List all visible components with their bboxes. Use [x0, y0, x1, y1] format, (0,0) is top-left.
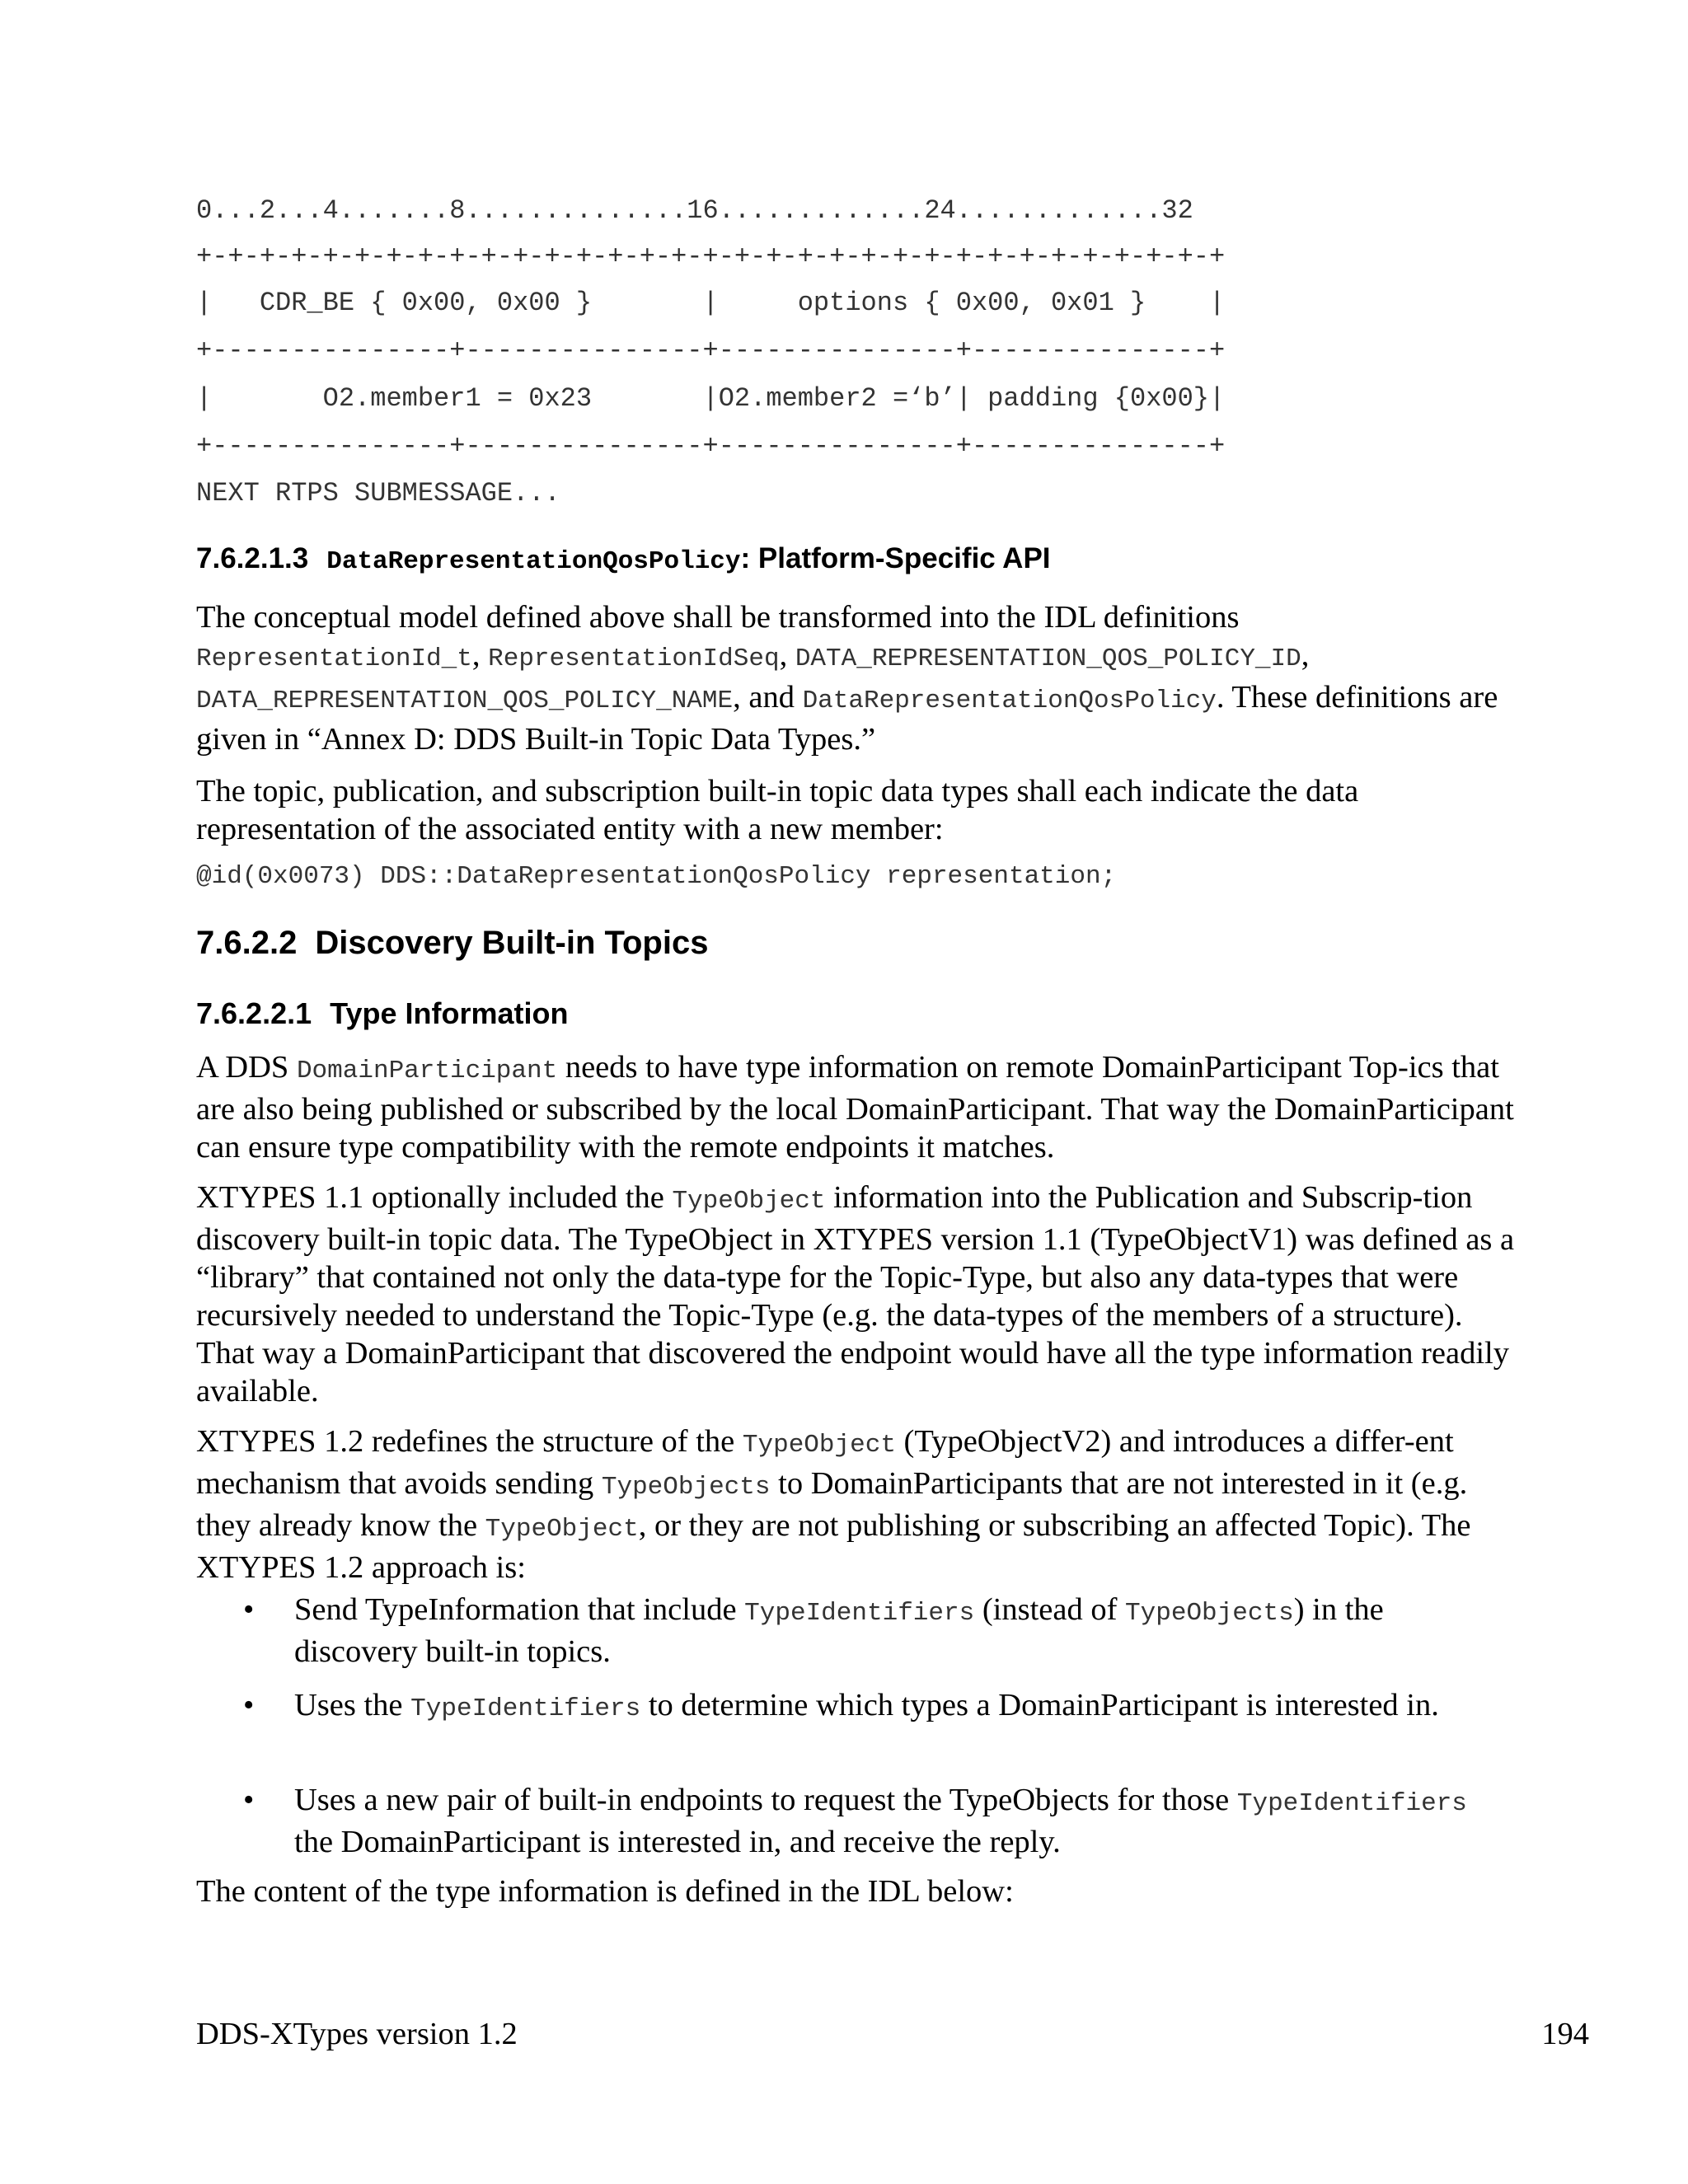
- section-heading-7-6-2-1-3: [196, 542, 1051, 576]
- code-term: DataRepresentationQosPolicy: [802, 687, 1217, 715]
- text: information into the Publication and Subscrip-tion discovery built-in topic data. The TypeObject in XTYPES version 1.1 (TypeObjectV1) was defined as a “library” that contained not only the data-type for the Topic-Type, but also any data-types that were recursively needed to understand the Topic-Type (e.g. the data-types of the members of a structure). That way a DomainParticipant that discovered the endpoint would have all the type information readily available.: [196, 1180, 1515, 1408]
- text: the DomainParticipant is interested in, and receive the reply.: [294, 1825, 1061, 1859]
- diagram-border-top: +-+-+-+-+-+-+-+-+-+-+-+-+-+-+-+-+-+-+-+-+-+-+-+-+-+-+-+-+-+-+-+-+: [196, 241, 1226, 272]
- section-number: 7.6.2.1.3: [196, 542, 309, 574]
- footer-page-number: 194: [1541, 2017, 1589, 2051]
- text: Uses the: [294, 1688, 403, 1722]
- text: to DomainParticipants that are not interested in it (e.g. they already know the: [196, 1466, 1468, 1543]
- text: The conceptual model defined above shall be transformed into the IDL definitions: [196, 600, 1240, 635]
- text: Send TypeInformation that include: [294, 1592, 737, 1627]
- paragraph-domain-participant: [196, 1048, 1515, 1166]
- diagram-border-mid: +---------------+---------------+---------------+---------------+: [196, 335, 1226, 366]
- bullet-icon: •: [243, 1592, 255, 1627]
- text: ,: [779, 638, 788, 673]
- text: (TypeObjectV2) and introduces a differ-ent mechanism that avoids sending: [196, 1424, 1454, 1501]
- section-heading-7-6-2-2-1: [196, 996, 568, 1031]
- paragraph-idl-transform: [196, 598, 1515, 758]
- code-term: TypeObjects: [601, 1473, 771, 1502]
- text: XTYPES 1.1 optionally included the: [196, 1180, 664, 1215]
- text: A DDS: [196, 1050, 289, 1085]
- text: ,: [1301, 638, 1310, 673]
- diagram-row-1: | CDR_BE { 0x00, 0x00 } | options { 0x00, 0x01 } |: [196, 288, 1226, 318]
- code-term: TypeObjects: [1125, 1599, 1294, 1628]
- code-term: TypeIdentifiers: [744, 1599, 975, 1628]
- footer-document-title: DDS-XTypes version 1.2: [196, 2017, 518, 2051]
- text: ,: [471, 638, 481, 673]
- section-code-term: DataRepresentationQosPolicy: [326, 547, 741, 576]
- code-term: TypeObject: [672, 1187, 826, 1216]
- list-item: [294, 1591, 1481, 1671]
- bullet-icon: •: [243, 1688, 255, 1722]
- paragraph-idl-intro: The content of the type information is defined in the IDL below:: [196, 1874, 1014, 1909]
- text: , or they are not publishing or subscribing an affected Topic). The XTYPES 1.2 approach is:: [196, 1508, 1471, 1585]
- diagram-row-2: | O2.member1 = 0x23 |O2.member2 =‘b’| padding {0x00}|: [196, 383, 1226, 414]
- paragraph-xtypes-1-1: [196, 1179, 1515, 1410]
- code-term: TypeObject: [742, 1431, 896, 1460]
- paragraph-builtin-members: The topic, publication, and subscription built-in topic data types shall each indicate the data representation of the associated entity with a new member:: [196, 774, 1359, 846]
- diagram-ruler: 0...2...4.......8..............16.............24.............32: [196, 195, 1193, 226]
- bit-layout-diagram: [196, 194, 1225, 287]
- paragraph-xtypes-1-2: [196, 1422, 1515, 1586]
- code-term: RepresentationId_t: [196, 644, 472, 673]
- code-term: DATA_REPRESENTATION_QOS_POLICY_NAME: [196, 687, 734, 715]
- list-item: [294, 1686, 1481, 1728]
- section-number: 7.6.2.2.1: [196, 996, 312, 1030]
- code-term: DATA_REPRESENTATION_QOS_POLICY_ID: [795, 644, 1301, 673]
- text: Uses a new pair of built-in endpoints to request the TypeObjects for those: [294, 1783, 1230, 1817]
- code-line-representation: @id(0x0073) DDS::DataRepresentationQosPolicy representation;: [196, 862, 1117, 891]
- text: , and: [733, 680, 795, 715]
- diagram-border-bottom: +---------------+---------------+---------------+---------------+: [196, 431, 1226, 462]
- text: . These definitions are given in “Annex D: DDS Built-in Topic Data Types.”: [196, 680, 1498, 757]
- code-term: TypeIdentifiers: [410, 1694, 641, 1723]
- section-title: Type Information: [330, 996, 569, 1030]
- section-title: : Platform-Specific API: [740, 542, 1051, 574]
- text: needs to have type information on remote DomainParticipant Top-ics that are also being published or subscribed by the local DomainParticipant. That way the DomainParticipant can ensure type compatibility with the remote endpoints it matches.: [196, 1050, 1514, 1165]
- section-title: Discovery Built-in Topics: [315, 925, 709, 961]
- code-term: TypeObject: [485, 1515, 639, 1544]
- text: to determine which types a DomainParticipant is interested in.: [648, 1688, 1439, 1722]
- diagram-next-submessage: NEXT RTPS SUBMESSAGE...: [196, 478, 560, 509]
- list-item: [294, 1781, 1481, 1861]
- text: XTYPES 1.2 redefines the structure of the: [196, 1424, 735, 1459]
- code-term: TypeIdentifiers: [1236, 1789, 1467, 1818]
- section-heading-7-6-2-2: [196, 925, 708, 962]
- text: (instead of: [982, 1592, 1118, 1627]
- section-number: 7.6.2.2: [196, 925, 298, 961]
- text: ) in the discovery built-in topics.: [294, 1592, 1384, 1669]
- bullet-icon: •: [243, 1783, 255, 1817]
- code-term: RepresentationIdSeq: [488, 644, 780, 673]
- code-term: DomainParticipant: [296, 1057, 558, 1085]
